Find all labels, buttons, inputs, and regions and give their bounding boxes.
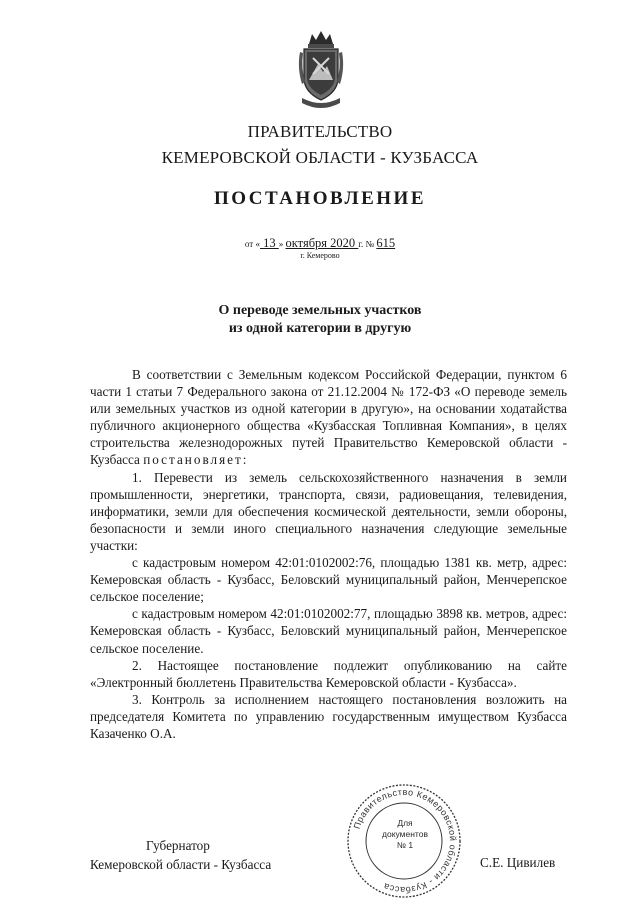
stamp-label-line2: документов [382, 829, 428, 839]
stamp-label-line3: № 1 [396, 840, 414, 850]
subject-line1: О переводе земельных участков [218, 303, 422, 318]
signatory-title-line2: Кемеровской области - Кузбасса [90, 857, 272, 872]
preamble-emphasis: постановляет: [143, 452, 249, 468]
signatory-name: С.Е. Цивилев [480, 855, 556, 870]
document-body [90, 366, 567, 742]
org-name-line1: ПРАВИТЕЛЬСТВО [247, 122, 393, 141]
paragraph-parcel-2: с кадастровым номером 42:01:0102002:77, площадью 3898 кв. метров, адрес: Кемеровская область - Кузбасс, Беловский муниципальный район, Менчерепское сельское поселение. [90, 606, 567, 656]
stamp-label-line1: Для [397, 818, 413, 828]
date-day: 13 [259, 236, 279, 250]
org-name-line2: КЕМЕРОВСКОЙ ОБЛАСТИ - КУЗБАССА [161, 148, 479, 167]
signatory-title-line1: Губернатор [146, 838, 210, 853]
date-mid: » [278, 239, 286, 249]
signatory-title [90, 836, 320, 874]
date-year-suffix: г. [358, 239, 366, 249]
stamp-ring-text: Правительство Кемеровской области - Кузбасса [351, 786, 459, 896]
document-number: 615 [376, 236, 396, 250]
number-prefix: № [365, 239, 377, 249]
date-prefix: от « [244, 239, 260, 249]
paragraph-item-3: 3. Контроль за исполнением настоящего постановления возложить на председателя Комитета по управлению государственным имуществом Кузбасса Казаченко О.А. [90, 691, 567, 741]
preamble-text: В соответствии с Земельным кодексом Российской Федерации, пунктом 6 части 1 статьи 7 Федерального закона от 21.12.2004 № 172-ФЗ «О переводе земель или земельных участков из одной категории в другую», на основании ходатайства публичного акционерного общества «Кузбасская Топливная Компания», в целях строительства железнодорожных путей Правительство Кемеровской области - Кузбасса [90, 367, 567, 468]
coat-of-arms-icon [296, 28, 346, 108]
date-month-year: октября 2020 [285, 236, 359, 250]
stamp-label [378, 818, 432, 851]
paragraph-item-2: 2. Настоящее постановление подлежит опубликованию на сайте «Электронный бюллетень Правительства Кемеровской области - Кузбасса». [90, 657, 567, 690]
document-type-title: ПОСТАНОВЛЕНИЕ [213, 188, 427, 209]
date-number-line [0, 236, 640, 251]
document-subject [0, 302, 640, 338]
paragraph-preamble [90, 366, 567, 469]
paragraph-item-1: 1. Перевести из земель сельскохозяйственного назначения в земли промышленности, энергетики, транспорта, связи, радиовещания, телевидения, информатики, земли для обеспечения космической деятельности, земли обороны, безопасности и земли иного специального назначения следующие земельные участки: [90, 469, 567, 553]
city-label: г. Кемерово [300, 251, 340, 260]
subject-line2: из одной категории в другую [228, 321, 412, 336]
paragraph-parcel-1: с кадастровым номером 42:01:0102002:76, площадью 1381 кв. метр, адрес: Кемеровская область - Кузбасс, Беловский муниципальный район, Менчерепское сельское поселение; [90, 555, 567, 605]
